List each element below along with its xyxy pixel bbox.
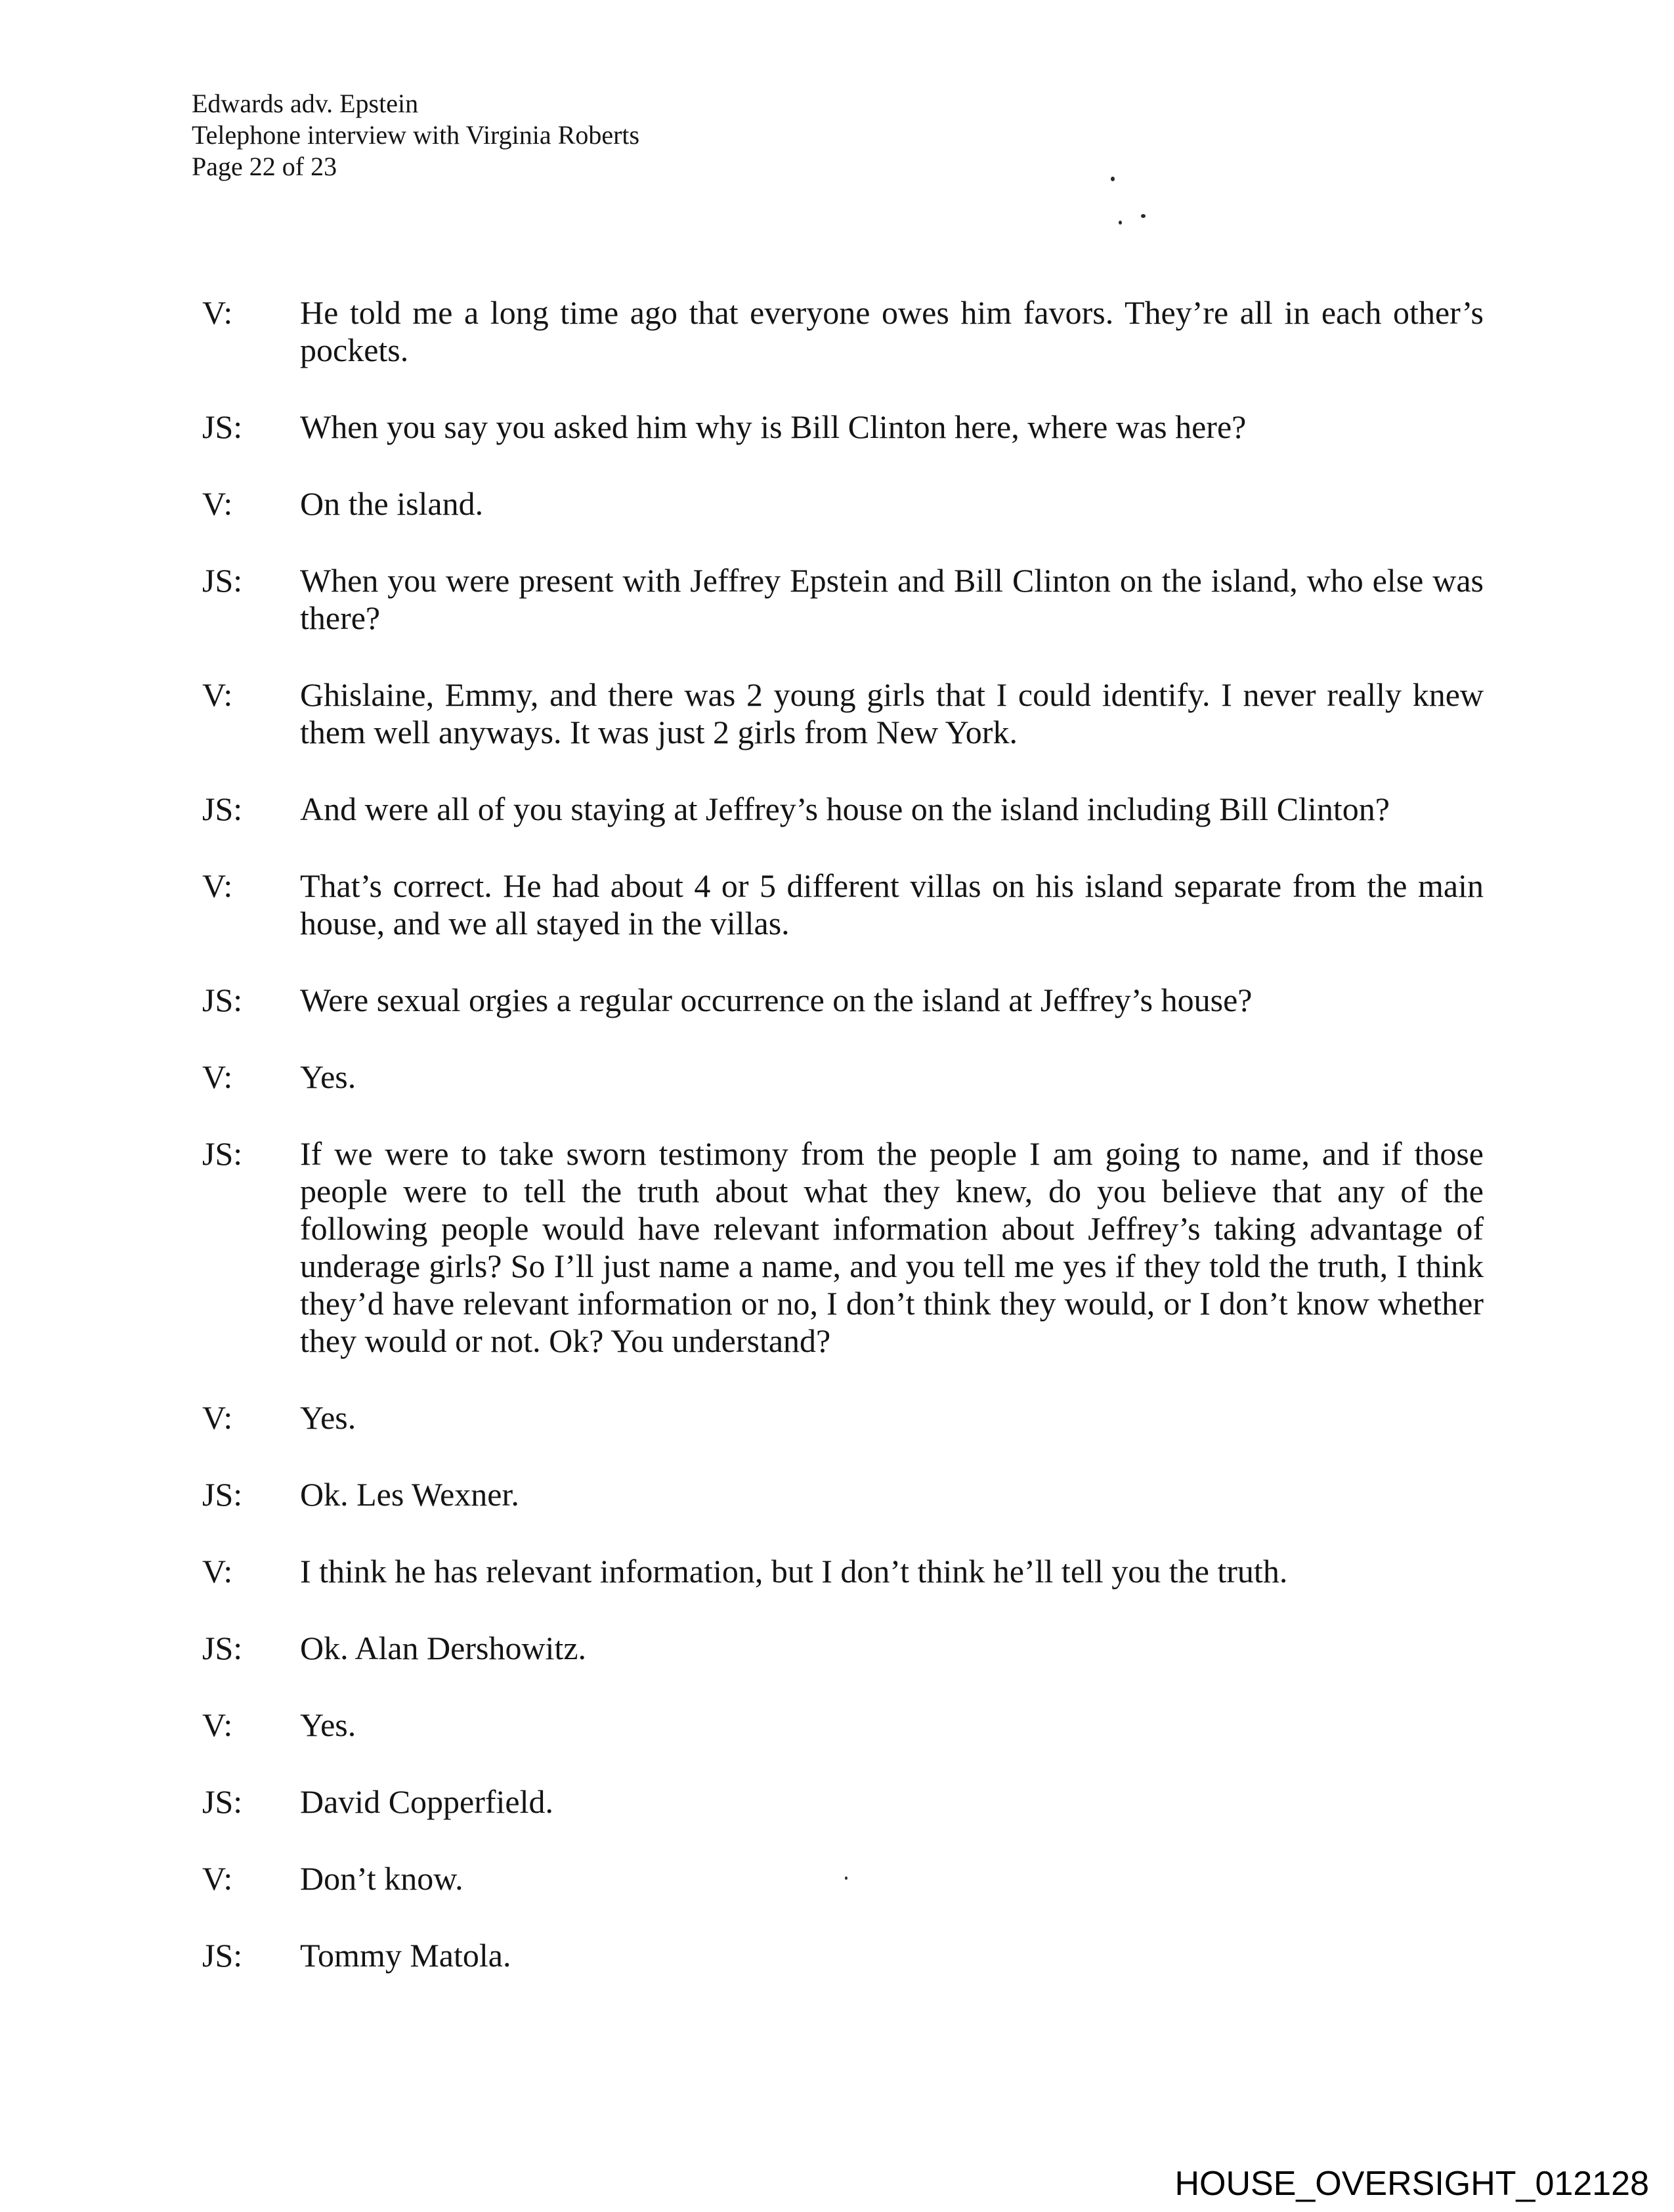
transcript-row [202,1860,1484,1898]
speaker-label: V: [202,676,233,713]
transcript-row [202,1399,1484,1437]
case-title: Edwards adv. Epstein [192,89,419,118]
scan-speck [845,1876,848,1880]
transcript-row [202,1476,1484,1513]
transcript [202,294,1484,2014]
speaker-label: V: [202,1553,233,1590]
scan-speck [1111,177,1115,181]
transcript-row [202,1783,1484,1821]
transcript-row [202,294,1484,369]
transcript-row [202,562,1484,637]
transcript-row [202,1706,1484,1744]
utterance-text: Don’t know. [300,1860,463,1897]
utterance-text: When you say you asked him why is Bill Clinton here, where was here? [300,408,1247,445]
bates-number: HOUSE_OVERSIGHT_012128 [1174,2165,1649,2203]
speaker-label: JS: [202,408,243,445]
scan-speck [1141,214,1146,218]
speaker-label: JS: [202,1630,243,1666]
utterance-text: On the island. [300,485,484,522]
transcript-row [202,867,1484,942]
speaker-label: JS: [202,1937,243,1974]
utterance-text: David Copperfield. [300,1783,554,1820]
transcript-row [202,676,1484,751]
speaker-label: V: [202,294,233,331]
transcript-row [202,408,1484,446]
speaker-label: JS: [202,791,243,827]
transcript-row [202,982,1484,1019]
speaker-label: V: [202,867,233,904]
speaker-label: V: [202,1058,233,1095]
transcript-row [202,1937,1484,1974]
utterance-text: Yes. [300,1058,356,1095]
speaker-label: JS: [202,1476,243,1513]
speaker-label: V: [202,1860,233,1897]
utterance-text: That’s correct. He had about 4 or 5 different villas on his island separate from the main house, and we all stayed in the villas. [300,867,1484,942]
utterance-text: Ok. Alan Dershowitz. [300,1630,587,1666]
document-title: Telephone interview with Virginia Roberts [192,120,640,150]
utterance-text: Yes. [300,1706,356,1743]
document-header [192,88,639,183]
transcript-row [202,1058,1484,1096]
utterance-text: And were all of you staying at Jeffrey’s house on the island including Bill Clinton? [300,791,1390,827]
utterance-text: I think he has relevant information, but I don’t think he’ll tell you the truth. [300,1553,1288,1590]
utterance-text: Yes. [300,1399,356,1436]
utterance-text: If we were to take sworn testimony from the people I am going to name, and if those people were to tell the truth about what they knew, do you believe that any of the following people would have relevant information about Jeffrey’s taking advantage of underage girls? So I’ll just name a name, and you tell me yes if they told the truth, I think they’d have relevant information or no, I don’t think they would, or I don’t know whether they would or not. Ok? You understand? [300,1135,1484,1359]
speaker-label: V: [202,1706,233,1743]
speaker-label: V: [202,1399,233,1436]
transcript-row [202,485,1484,523]
speaker-label: JS: [202,562,243,599]
utterance-text: Ghislaine, Emmy, and there was 2 young girls that I could identify. I never really knew them well anyways. It was just 2 girls from New York. [300,676,1484,750]
speaker-label: V: [202,485,233,522]
utterance-text: When you were present with Jeffrey Epstein and Bill Clinton on the island, who else was there? [300,562,1484,636]
transcript-row [202,1553,1484,1590]
page-number: Page 22 of 23 [192,152,337,181]
speaker-label: JS: [202,1783,243,1820]
utterance-text: Ok. Les Wexner. [300,1476,519,1513]
utterance-text: Tommy Matola. [300,1937,511,1974]
utterance-text: He told me a long time ago that everyone owes him favors. They’re all in each other’s pockets. [300,294,1484,368]
transcript-row [202,791,1484,828]
transcript-row [202,1135,1484,1360]
speaker-label: JS: [202,1135,243,1172]
scan-speck [1119,221,1122,225]
speaker-label: JS: [202,982,243,1018]
transcript-row [202,1630,1484,1667]
utterance-text: Were sexual orgies a regular occurrence on the island at Jeffrey’s house? [300,982,1253,1018]
